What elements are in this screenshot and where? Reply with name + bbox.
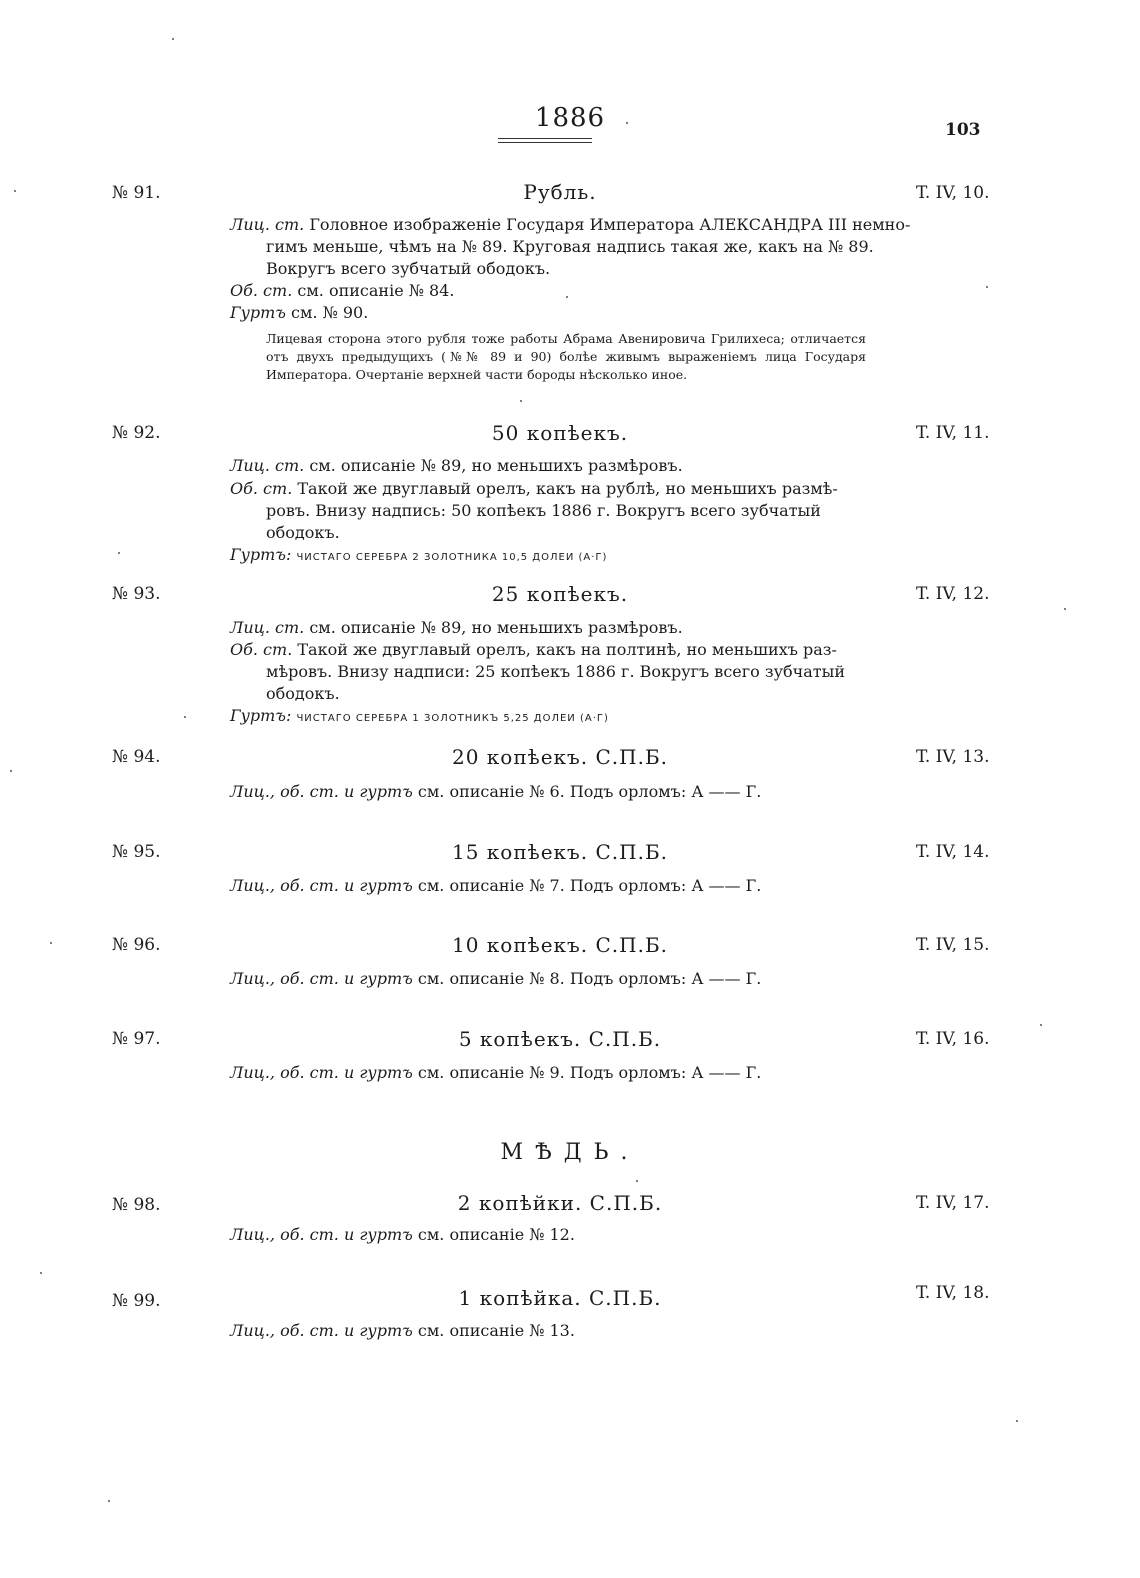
- plate-reference: T. IV, 10.: [916, 183, 990, 203]
- entry-note: Лицевая сторона этого рубля тоже работы Абрама Авенировича Грилихеса; отличается отъ двухъ предыдущихъ (№№ 89 и 90) болѣе живымъ выраженіемъ лица Государя Императора. Очертаніе верхней части бороды нѣсколько иное.: [266, 331, 866, 382]
- plate-reference: T. IV, 17.: [916, 1193, 990, 1213]
- obverse-label: Лиц. ст.: [230, 618, 305, 637]
- edge-label: Гуртъ:: [230, 706, 292, 725]
- entry-title: 15 копѣекъ. С.П.Б.: [451, 840, 669, 864]
- sides-label: Лиц., об. ст. и гуртъ: [230, 969, 413, 988]
- description-text: см. описаніе № 9. Подъ орломъ: А —— Г.: [417, 1063, 762, 1082]
- scan-speck: [172, 38, 174, 40]
- entry-title: 5 копѣекъ. С.П.Б.: [458, 1027, 662, 1051]
- description-line: [230, 1225, 862, 1244]
- edge-inscription: ЧИСТАГО СЕРЕБРА 1 ЗОЛОТНИКЪ 5,25 ДОЛЕИ (А·Г): [296, 713, 609, 724]
- description-text: см. описаніе № 6. Подъ орломъ: А —— Г.: [417, 782, 762, 801]
- plate-reference: T. IV, 12.: [916, 584, 990, 604]
- plate-reference: T. IV, 16.: [916, 1029, 990, 1049]
- description-line: [230, 1063, 862, 1082]
- scan-speck: [636, 1180, 638, 1182]
- description-text: см. описаніе № 8. Подъ орломъ: А —— Г.: [417, 969, 762, 988]
- obverse-text: гимъ меньше, чѣмъ на № 89. Круговая надпись такая же, какъ на № 89.: [266, 237, 874, 256]
- description-text: см. описаніе № 7. Подъ орломъ: А —— Г.: [417, 876, 762, 895]
- reverse-label: Об. ст.: [230, 640, 293, 659]
- entry-title: 2 копѣйки. С.П.Б.: [457, 1191, 663, 1215]
- entry-number: № 91.: [112, 183, 161, 203]
- plate-reference: T. IV, 13.: [916, 747, 990, 767]
- page-year: 1886: [534, 103, 606, 133]
- reverse-text: мѣровъ. Внизу надписи: 25 копѣекъ 1886 г. Вокругъ всего зубчатый: [266, 662, 845, 681]
- reverse-line: [230, 640, 862, 659]
- sides-label: Лиц., об. ст. и гуртъ: [230, 782, 413, 801]
- obverse-text: Вокругъ всего зубчатый ободокъ.: [266, 259, 551, 278]
- reverse-text: ободокъ.: [266, 523, 340, 542]
- scan-speck: [108, 1500, 110, 1502]
- reverse-text: ободокъ.: [266, 684, 340, 703]
- scan-speck: [10, 770, 12, 772]
- description-text: см. описаніе № 12.: [417, 1225, 575, 1244]
- plate-reference: T. IV, 14.: [916, 842, 990, 862]
- scan-speck: [40, 1272, 42, 1274]
- entry-title: 10 копѣекъ. С.П.Б.: [451, 933, 669, 957]
- entry-number: № 94.: [112, 747, 161, 767]
- edge-text: см. № 90.: [291, 303, 369, 322]
- reverse-text: Такой же двуглавый орелъ, какъ на полтинѣ, но меньшихъ раз-: [297, 640, 837, 659]
- entry-title: Рубль.: [523, 180, 597, 204]
- scan-speck: [520, 400, 522, 402]
- description-line: [230, 969, 862, 988]
- entry-title: 1 копѣйка. С.П.Б.: [458, 1286, 662, 1310]
- reverse-text: см. описаніе № 84.: [297, 281, 455, 300]
- obverse-line: [230, 456, 862, 475]
- edge-line: [230, 706, 862, 725]
- sides-label: Лиц., об. ст. и гуртъ: [230, 876, 413, 895]
- obverse-text: см. описаніе № 89, но меньшихъ размѣровъ.: [309, 456, 683, 475]
- reverse-label: Об. ст.: [230, 479, 293, 498]
- entry-number: № 95.: [112, 842, 161, 862]
- plate-reference: T. IV, 18.: [916, 1283, 990, 1303]
- sides-label: Лиц., об. ст. и гуртъ: [230, 1321, 413, 1340]
- year-rule-divider: [498, 138, 592, 143]
- plate-reference: T. IV, 11.: [916, 423, 990, 443]
- entry-number: № 92.: [112, 423, 161, 443]
- sides-label: Лиц., об. ст. и гуртъ: [230, 1225, 413, 1244]
- obverse-text: Головное изображеніе Государя Императора АЛЕКСАНДРА III немно-: [309, 215, 911, 234]
- edge-inscription: ЧИСТАГО СЕРЕБРА 2 ЗОЛОТНИКА 10,5 ДОЛЕИ (А·Г): [296, 552, 608, 563]
- scan-speck: [14, 190, 16, 192]
- entry-number: № 99.: [112, 1291, 161, 1311]
- scan-speck: [184, 716, 186, 718]
- edge-line: [230, 545, 862, 564]
- page-number: 103: [945, 120, 981, 140]
- description-line: [230, 1321, 862, 1340]
- reverse-text: ровъ. Внизу надпись: 50 копѣекъ 1886 г. Вокругъ всего зубчатый: [266, 501, 821, 520]
- obverse-line: [230, 618, 862, 637]
- obverse-label: Лиц. ст.: [230, 456, 305, 475]
- scan-speck: [118, 552, 120, 554]
- scan-speck: [1016, 1420, 1018, 1422]
- entry-number: № 93.: [112, 584, 161, 604]
- entry-number: № 97.: [112, 1029, 161, 1049]
- description-line: [230, 782, 862, 801]
- entry-title: 50 копѣекъ.: [491, 421, 629, 445]
- edge-line: [230, 303, 862, 322]
- entry-title: 25 копѣекъ.: [491, 582, 629, 606]
- scan-speck: [626, 122, 628, 124]
- section-heading-copper: МѢДЬ.: [500, 1140, 640, 1165]
- edge-label: Гуртъ: [230, 303, 286, 322]
- reverse-line: [230, 281, 862, 300]
- scan-speck: [1064, 608, 1066, 610]
- obverse-label: Лиц. ст.: [230, 215, 305, 234]
- description-text: см. описаніе № 13.: [417, 1321, 575, 1340]
- description-line: [230, 876, 862, 895]
- entry-title: 20 копѣекъ. С.П.Б.: [451, 745, 669, 769]
- obverse-text: см. описаніе № 89, но меньшихъ размѣровъ.: [309, 618, 683, 637]
- reverse-text: Такой же двуглавый орелъ, какъ на рублѣ, но меньшихъ размѣ-: [297, 479, 838, 498]
- scan-speck: [566, 296, 568, 298]
- entry-number: № 96.: [112, 935, 161, 955]
- reverse-label: Об. ст.: [230, 281, 293, 300]
- sides-label: Лиц., об. ст. и гуртъ: [230, 1063, 413, 1082]
- plate-reference: T. IV, 15.: [916, 935, 990, 955]
- scan-speck: [1040, 1024, 1042, 1026]
- entry-number: № 98.: [112, 1195, 161, 1215]
- edge-label: Гуртъ:: [230, 545, 292, 564]
- scan-speck: [50, 942, 52, 944]
- reverse-line: [230, 479, 862, 498]
- scan-speck: [986, 286, 988, 288]
- obverse-line: [230, 215, 911, 234]
